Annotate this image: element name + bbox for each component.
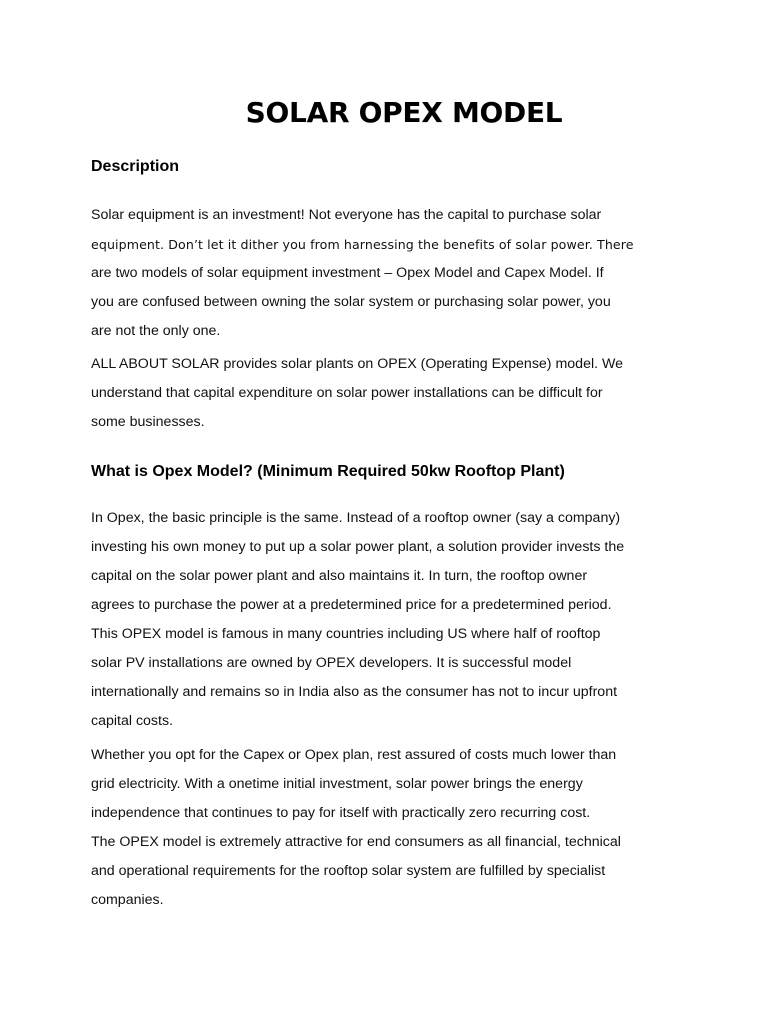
text-line: solar PV installations are owned by OPEX developers. It is successful model xyxy=(91,655,572,671)
text-line: are not the only one. xyxy=(91,323,221,339)
text-line: capital on the solar power plant and also maintains it. In turn, the rooftop owner xyxy=(91,568,588,584)
text-line: internationally and remains so in India also as the consumer has not to incur upfront xyxy=(91,684,618,700)
text-line: companies. xyxy=(91,892,164,908)
paragraph xyxy=(91,350,691,437)
paragraph xyxy=(91,504,691,736)
text-line: understand that capital expenditure on solar power installations can be difficult for xyxy=(91,385,603,401)
document-body xyxy=(91,156,691,915)
text-line: and operational requirements for the rooftop solar system are fulfilled by specialist xyxy=(91,863,606,879)
paragraph xyxy=(91,741,691,915)
text-line: In Opex, the basic principle is the same. Instead of a rooftop owner (say a company) xyxy=(91,510,621,526)
text-line: independence that continues to pay for itself with practically zero recurring cost. xyxy=(91,805,591,821)
text-line: investing his own money to put up a solar power plant, a solution provider invests the xyxy=(91,539,625,555)
text-line: capital costs. xyxy=(91,713,174,729)
text-line: agrees to purchase the power at a predetermined price for a predetermined period. xyxy=(91,597,612,613)
text-line: ALL ABOUT SOLAR provides solar plants on OPEX (Operating Expense) model. We xyxy=(91,356,624,372)
text-line: equipment. Don’t let it dither you from harnessing the benefits of solar power. There xyxy=(91,237,634,252)
text-line: Whether you opt for the Capex or Opex plan, rest assured of costs much lower than xyxy=(91,747,617,763)
text-line: This OPEX model is famous in many countries including US where half of rooftop xyxy=(91,626,601,642)
section-heading-opex-model: What is Opex Model? (Minimum Required 50kw Rooftop Plant) xyxy=(91,463,565,480)
section-heading-description: Description xyxy=(91,158,180,175)
page-title: SOLAR OPEX MODEL xyxy=(245,96,563,129)
text-line: grid electricity. With a onetime initial investment, solar power brings the energy xyxy=(91,776,583,792)
text-line: Solar equipment is an investment! Not everyone has the capital to purchase solar xyxy=(91,207,602,223)
paragraph xyxy=(91,201,691,346)
text-line: are two models of solar equipment investment – Opex Model and Capex Model. If xyxy=(91,265,604,281)
text-line: some businesses. xyxy=(91,414,205,430)
text-line: you are confused between owning the solar system or purchasing solar power, you xyxy=(91,294,611,310)
text-line: The OPEX model is extremely attractive for end consumers as all financial, technical xyxy=(91,834,621,850)
